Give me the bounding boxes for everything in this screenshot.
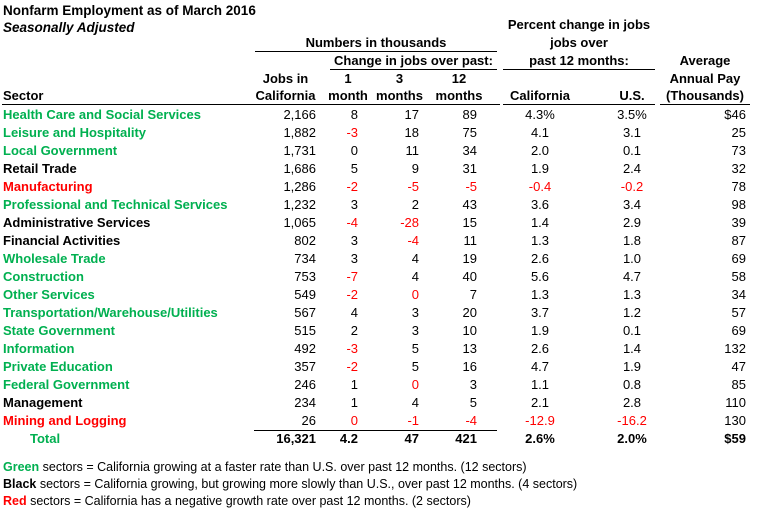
value-cell: 3.5% xyxy=(617,107,647,122)
header-california: California xyxy=(510,88,570,103)
value-cell: 3.6 xyxy=(530,197,550,212)
total-divider xyxy=(254,430,497,431)
value-cell: 3 xyxy=(469,377,477,392)
value-cell: 9 xyxy=(411,161,419,176)
value-cell: 549 xyxy=(294,287,316,302)
value-cell: 1.2 xyxy=(622,305,642,320)
sector-cell: Construction xyxy=(3,269,84,284)
value-cell: 4 xyxy=(350,305,358,320)
value-cell: 4.7 xyxy=(530,359,550,374)
value-cell: 16 xyxy=(462,359,477,374)
header-12months-line1: 12 xyxy=(451,71,467,86)
value-cell: 2.0% xyxy=(617,431,647,446)
sector-cell: Transportation/Warehouse/Utilities xyxy=(3,305,218,320)
header-sector: Sector xyxy=(3,88,44,103)
value-cell: -2 xyxy=(346,359,358,374)
value-cell: 802 xyxy=(294,233,316,248)
value-cell: 2.4 xyxy=(622,161,642,176)
value-cell: 1.3 xyxy=(622,287,642,302)
value-cell: 4.7 xyxy=(622,269,642,284)
value-cell: 1.9 xyxy=(530,161,550,176)
sector-cell: Health Care and Social Services xyxy=(3,107,201,122)
value-cell: 0 xyxy=(411,287,419,302)
value-cell: 10 xyxy=(462,323,477,338)
value-cell: -16.2 xyxy=(617,413,647,428)
value-cell: 19 xyxy=(462,251,477,266)
value-cell: 2.6% xyxy=(525,431,555,446)
value-cell: 132 xyxy=(724,341,746,356)
value-cell: 1.0 xyxy=(622,251,642,266)
value-cell: 3 xyxy=(411,323,419,338)
value-cell: 4.3% xyxy=(525,107,555,122)
value-cell: -5 xyxy=(407,179,419,194)
table-body xyxy=(0,106,759,448)
value-cell: -7 xyxy=(346,269,358,284)
value-cell: 98 xyxy=(731,197,746,212)
value-cell: 4 xyxy=(411,395,419,410)
sector-cell: Wholesale Trade xyxy=(3,251,106,266)
value-cell: 2.8 xyxy=(622,395,642,410)
value-cell: -1 xyxy=(407,413,419,428)
sector-cell: Retail Trade xyxy=(3,161,77,176)
value-cell: 1.4 xyxy=(622,341,642,356)
value-cell: 1,686 xyxy=(283,161,316,176)
table-row xyxy=(0,196,759,214)
value-cell: 85 xyxy=(731,377,746,392)
value-cell: -5 xyxy=(465,179,477,194)
header-rule-left xyxy=(2,104,500,105)
value-cell: 34 xyxy=(462,143,477,158)
header-us: U.S. xyxy=(619,88,645,103)
value-cell: 73 xyxy=(731,143,746,158)
table-row xyxy=(0,358,759,376)
value-cell: 0 xyxy=(411,377,419,392)
value-cell: 2.6 xyxy=(530,251,550,266)
footnote-green-word: Green xyxy=(3,460,40,474)
value-cell: 57 xyxy=(731,305,746,320)
page-subtitle: Seasonally Adjusted xyxy=(3,20,135,35)
page-title: Nonfarm Employment as of March 2016 xyxy=(3,3,256,18)
sector-cell: Professional and Technical Services xyxy=(3,197,228,212)
value-cell: 78 xyxy=(731,179,746,194)
sector-cell: Federal Government xyxy=(3,377,130,392)
value-cell: 3.7 xyxy=(530,305,550,320)
value-cell: 2.1 xyxy=(530,395,550,410)
value-cell: 4 xyxy=(411,251,419,266)
value-cell: 20 xyxy=(462,305,477,320)
value-cell: $46 xyxy=(724,107,746,122)
header-rule-percent xyxy=(503,104,655,105)
table-row xyxy=(0,340,759,358)
table-row xyxy=(0,178,759,196)
value-cell: 69 xyxy=(731,251,746,266)
sector-cell: Leisure and Hospitality xyxy=(3,125,147,140)
value-cell: 2 xyxy=(411,197,419,212)
value-cell: 4 xyxy=(411,269,419,284)
sector-cell: Manufacturing xyxy=(3,179,93,194)
value-cell: 1.4 xyxy=(530,215,550,230)
table-row xyxy=(0,214,759,232)
sector-cell: Private Education xyxy=(3,359,113,374)
table-row xyxy=(0,160,759,178)
value-cell: 421 xyxy=(455,431,477,446)
value-cell: 110 xyxy=(725,395,746,410)
value-cell: 47 xyxy=(404,431,419,446)
value-cell: 3 xyxy=(350,197,358,212)
value-cell: 1,286 xyxy=(283,179,316,194)
header-jobs-line2: California xyxy=(255,88,316,103)
total-row xyxy=(0,430,759,448)
value-cell: 357 xyxy=(294,359,316,374)
value-cell: 0.1 xyxy=(622,323,642,338)
footnote-black-word: Black xyxy=(3,477,37,491)
value-cell: 246 xyxy=(294,377,316,392)
value-cell: -3 xyxy=(346,341,358,356)
value-cell: 5 xyxy=(411,341,419,356)
header-pay-line3: (Thousands) xyxy=(666,88,744,103)
header-rule-pay xyxy=(660,104,750,105)
value-cell: -4 xyxy=(346,215,358,230)
table-row xyxy=(0,412,759,430)
table-row xyxy=(0,394,759,412)
value-cell: 1.9 xyxy=(530,323,550,338)
value-cell: 1,731 xyxy=(283,143,316,158)
value-cell: 0 xyxy=(350,143,358,158)
value-cell: 0 xyxy=(350,413,358,428)
value-cell: 567 xyxy=(294,305,316,320)
table-row xyxy=(0,124,759,142)
header-1month-line2: month xyxy=(328,88,368,103)
footnote-green-text: sectors = California growing at a faster rate than U.S. over past 12 months. (12 sectors) xyxy=(39,460,527,474)
value-cell: 753 xyxy=(294,269,316,284)
value-cell: 5 xyxy=(469,395,477,410)
value-cell: 4.1 xyxy=(530,125,550,140)
sector-cell: Management xyxy=(3,395,83,410)
header-percent-group-line1: Percent change in jobs xyxy=(507,17,651,32)
header-1month-line1: 1 xyxy=(344,71,352,86)
value-cell: -0.4 xyxy=(528,179,552,194)
value-cell: 1.3 xyxy=(530,233,550,248)
table-row xyxy=(0,142,759,160)
table-row xyxy=(0,304,759,322)
value-cell: 87 xyxy=(731,233,746,248)
value-cell: 1.8 xyxy=(622,233,642,248)
sector-cell: Other Services xyxy=(3,287,95,302)
value-cell: -2 xyxy=(346,179,358,194)
sector-cell: Local Government xyxy=(3,143,118,158)
table-row xyxy=(0,286,759,304)
value-cell: -2 xyxy=(346,287,358,302)
value-cell: -12.9 xyxy=(525,413,555,428)
value-cell: 17 xyxy=(404,107,419,122)
value-cell: 492 xyxy=(294,341,316,356)
value-cell: 3 xyxy=(411,305,419,320)
value-cell: 1.9 xyxy=(622,359,642,374)
value-cell: 0.1 xyxy=(622,143,642,158)
footnote-red-text: sectors = California has a negative growth rate over past 12 months. (2 sectors) xyxy=(26,494,471,508)
value-cell: 31 xyxy=(462,161,477,176)
value-cell: 1.3 xyxy=(530,287,550,302)
value-cell: -4 xyxy=(465,413,477,428)
sector-cell: Financial Activities xyxy=(3,233,121,248)
value-cell: -3 xyxy=(346,125,358,140)
value-cell: 2.9 xyxy=(622,215,642,230)
footnote-black xyxy=(3,476,577,493)
value-cell: 234 xyxy=(294,395,316,410)
table-row xyxy=(0,376,759,394)
table-row xyxy=(0,250,759,268)
value-cell: 11 xyxy=(463,233,477,248)
value-cell: 18 xyxy=(404,125,419,140)
value-cell: 1,232 xyxy=(283,197,316,212)
value-cell: 2.0 xyxy=(530,143,550,158)
table-header xyxy=(0,0,759,106)
value-cell: 89 xyxy=(462,107,477,122)
value-cell: $59 xyxy=(724,431,746,446)
sector-cell: Total xyxy=(30,431,61,446)
sector-cell: State Government xyxy=(3,323,115,338)
value-cell: 16,321 xyxy=(276,431,316,446)
footnote-black-text: sectors = California growing, but growing more slowly than U.S., over past 12 months. (4 sectors) xyxy=(36,477,578,491)
header-3months-line1: 3 xyxy=(395,71,404,86)
value-cell: 25 xyxy=(731,125,746,140)
value-cell: 4.2 xyxy=(339,431,358,446)
sector-cell: Administrative Services xyxy=(3,215,151,230)
header-change-group: Change in jobs over past: xyxy=(330,53,497,70)
value-cell: 75 xyxy=(462,125,477,140)
value-cell: 734 xyxy=(294,251,316,266)
value-cell: 1.1 xyxy=(530,377,550,392)
value-cell: -0.2 xyxy=(620,179,644,194)
sector-cell: Information xyxy=(3,341,75,356)
header-percent-group-line2: jobs over xyxy=(550,35,608,50)
value-cell: 5 xyxy=(350,161,358,176)
header-numbers-group: Numbers in thousands xyxy=(255,35,497,52)
value-cell: 515 xyxy=(294,323,316,338)
value-cell: 15 xyxy=(462,215,477,230)
value-cell: 2 xyxy=(350,323,358,338)
value-cell: 58 xyxy=(731,269,746,284)
value-cell: 47 xyxy=(731,359,746,374)
value-cell: 2,166 xyxy=(283,107,316,122)
footnotes xyxy=(3,459,577,510)
value-cell: 5 xyxy=(411,359,419,374)
footnote-red xyxy=(3,493,577,510)
table-row xyxy=(0,322,759,340)
table-row xyxy=(0,268,759,286)
header-percent-group-line3: past 12 months: xyxy=(503,53,655,70)
footnote-green xyxy=(3,459,577,476)
value-cell: 0.8 xyxy=(622,377,642,392)
footnote-red-word: Red xyxy=(3,494,27,508)
value-cell: 69 xyxy=(731,323,746,338)
value-cell: -28 xyxy=(400,215,419,230)
sector-cell: Mining and Logging xyxy=(3,413,127,428)
header-pay-line1: Average xyxy=(679,53,731,68)
value-cell: 40 xyxy=(462,269,477,284)
value-cell: 8 xyxy=(350,107,358,122)
value-cell: 13 xyxy=(462,341,477,356)
value-cell: 1,065 xyxy=(283,215,316,230)
table-row xyxy=(0,106,759,124)
value-cell: 3.4 xyxy=(622,197,642,212)
value-cell: 39 xyxy=(731,215,746,230)
value-cell: 5.6 xyxy=(530,269,550,284)
value-cell: 43 xyxy=(462,197,477,212)
value-cell: 3 xyxy=(350,233,358,248)
value-cell: 3 xyxy=(350,251,358,266)
value-cell: 1 xyxy=(350,395,358,410)
value-cell: 32 xyxy=(731,161,746,176)
header-3months-line2: months xyxy=(376,88,423,103)
value-cell: -4 xyxy=(407,233,419,248)
header-pay-line2: Annual Pay xyxy=(669,71,741,86)
header-12months-line2: months xyxy=(435,88,483,103)
table-row xyxy=(0,232,759,250)
value-cell: 7 xyxy=(469,287,477,302)
value-cell: 3.1 xyxy=(622,125,642,140)
value-cell: 1 xyxy=(350,377,358,392)
value-cell: 11 xyxy=(405,143,419,158)
value-cell: 130 xyxy=(724,413,746,428)
value-cell: 2.6 xyxy=(530,341,550,356)
header-jobs-line1: Jobs in xyxy=(262,71,309,86)
value-cell: 26 xyxy=(301,413,316,428)
value-cell: 34 xyxy=(731,287,746,302)
value-cell: 1,882 xyxy=(283,125,316,140)
